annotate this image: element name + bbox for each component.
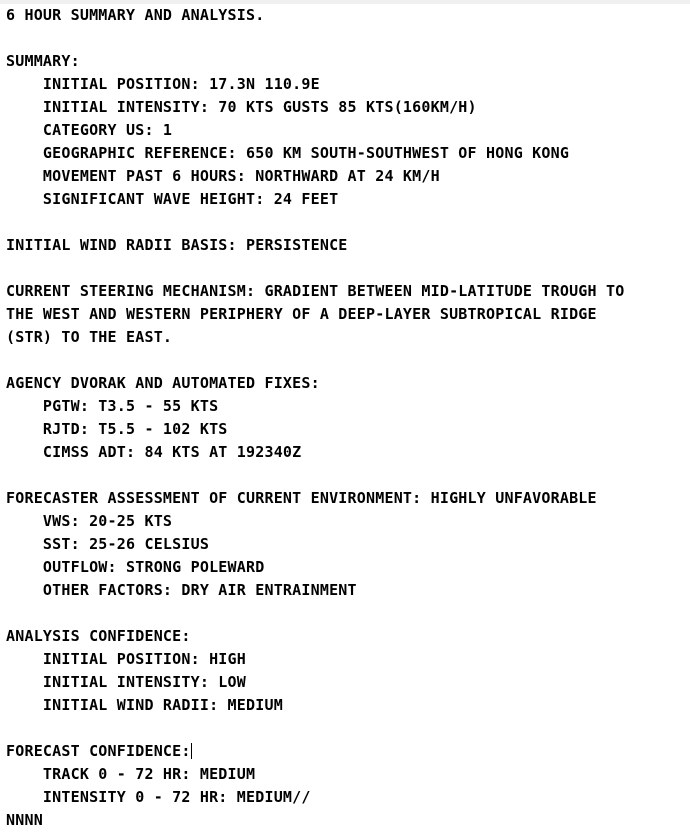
text-line (6, 395, 690, 418)
blank-line (6, 349, 690, 372)
text-line (6, 119, 690, 142)
text-line (6, 671, 690, 694)
text-line (6, 4, 690, 27)
text-line (6, 510, 690, 533)
text-line (6, 50, 690, 73)
line-text: THE WEST AND WESTERN PERIPHERY OF A DEEP-LAYER SUBTROPICAL RIDGE (6, 305, 597, 323)
line-text: SIGNIFICANT WAVE HEIGHT: 24 FEET (6, 190, 339, 208)
text-line (6, 556, 690, 579)
line-text: INITIAL POSITION: 17.3N 110.9E (6, 75, 320, 93)
text-line (6, 303, 690, 326)
text-caret (191, 743, 192, 759)
line-text: NNNN (6, 811, 43, 829)
line-text: INITIAL POSITION: HIGH (6, 650, 246, 668)
line-text: RJTD: T5.5 - 102 KTS (6, 420, 228, 438)
text-line (6, 234, 690, 257)
text-line (6, 73, 690, 96)
line-text: OUTFLOW: STRONG POLEWARD (6, 558, 265, 576)
line-text: INTENSITY 0 - 72 HR: MEDIUM// (6, 788, 311, 806)
line-text: TRACK 0 - 72 HR: MEDIUM (6, 765, 256, 783)
text-line (6, 188, 690, 211)
text-line (6, 625, 690, 648)
blank-line (6, 211, 690, 234)
line-text: OTHER FACTORS: DRY AIR ENTRAINMENT (6, 581, 357, 599)
blank-line (6, 27, 690, 50)
line-text: CATEGORY US: 1 (6, 121, 173, 139)
text-line (6, 487, 690, 510)
text-line (6, 786, 690, 809)
line-text: FORECAST CONFIDENCE: (6, 742, 191, 760)
text-line (6, 441, 690, 464)
blank-line (6, 464, 690, 487)
line-text: INITIAL WIND RADII: MEDIUM (6, 696, 283, 714)
line-text: CIMSS ADT: 84 KTS AT 192340Z (6, 443, 302, 461)
text-line (6, 579, 690, 602)
line-text: PGTW: T3.5 - 55 KTS (6, 397, 219, 415)
text-line (6, 648, 690, 671)
line-text: SST: 25-26 CELSIUS (6, 535, 210, 553)
line-text: INITIAL INTENSITY: 70 KTS GUSTS 85 KTS(160KM/H) (6, 98, 477, 116)
text-line (6, 326, 690, 349)
line-text: MOVEMENT PAST 6 HOURS: NORTHWARD AT 24 KM/H (6, 167, 440, 185)
text-line (6, 740, 690, 763)
text-line (6, 763, 690, 786)
text-line (6, 809, 690, 832)
blank-line (6, 257, 690, 280)
text-line (6, 280, 690, 303)
text-line (6, 372, 690, 395)
line-text: FORECASTER ASSESSMENT OF CURRENT ENVIRONMENT: HIGHLY UNFAVORABLE (6, 489, 597, 507)
text-line (6, 533, 690, 556)
blank-line (6, 602, 690, 625)
line-text: (STR) TO THE EAST. (6, 328, 173, 346)
line-text: CURRENT STEERING MECHANISM: GRADIENT BETWEEN MID-LATITUDE TROUGH TO (6, 282, 625, 300)
line-text: SUMMARY: (6, 52, 80, 70)
line-text: ANALYSIS CONFIDENCE: (6, 627, 191, 645)
line-text: GEOGRAPHIC REFERENCE: 650 KM SOUTH-SOUTHWEST OF HONG KONG (6, 144, 570, 162)
line-text: 6 HOUR SUMMARY AND ANALYSIS. (6, 6, 265, 24)
line-text: VWS: 20-25 KTS (6, 512, 173, 530)
line-text: INITIAL WIND RADII BASIS: PERSISTENCE (6, 236, 348, 254)
text-line (6, 165, 690, 188)
line-text: AGENCY DVORAK AND AUTOMATED FIXES: (6, 374, 320, 392)
text-line (6, 694, 690, 717)
line-text: INITIAL INTENSITY: LOW (6, 673, 246, 691)
text-line (6, 96, 690, 119)
blank-line (6, 717, 690, 740)
text-line (6, 142, 690, 165)
text-line (6, 418, 690, 441)
